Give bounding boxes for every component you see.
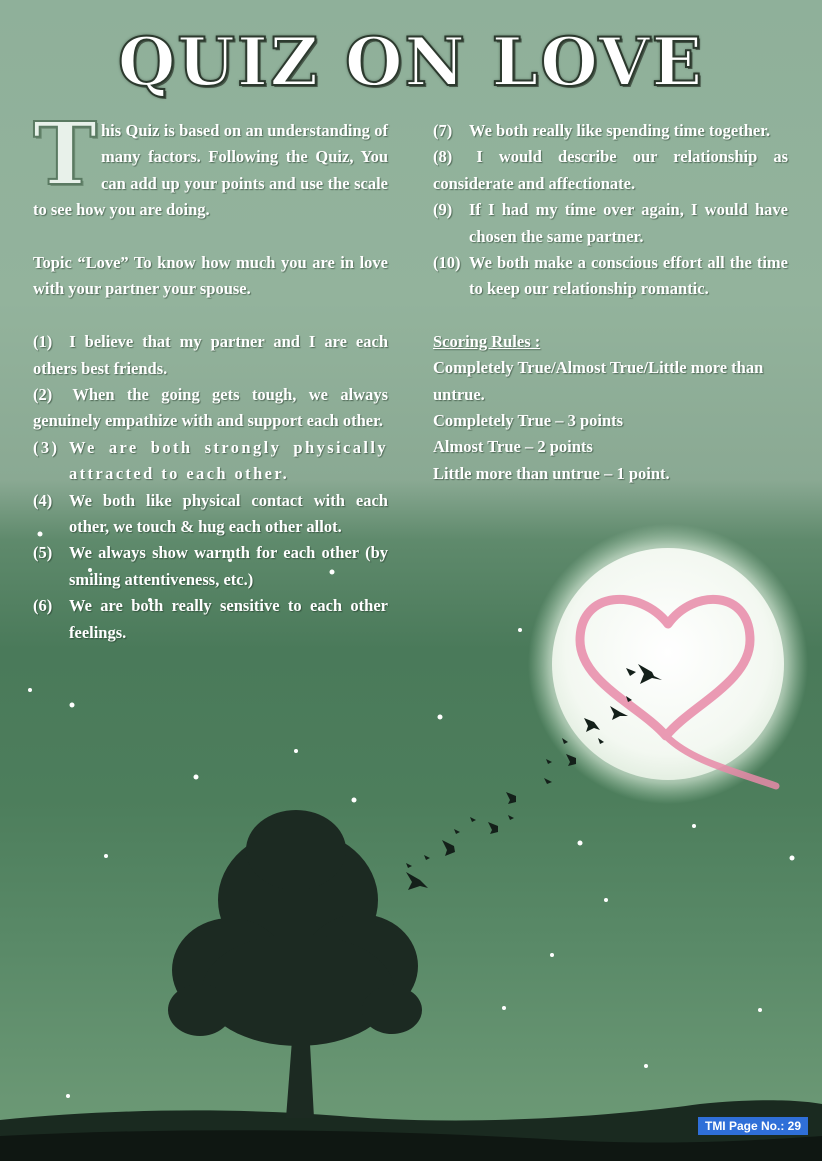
question-number: (8) (433, 147, 453, 167)
question-text: We are both really sensitive to each other feelings. (69, 596, 388, 642)
left-column (33, 104, 389, 646)
question-text: We both really like spending time together. (469, 121, 771, 140)
question-item (433, 250, 788, 303)
page-number-badge: TMI Page No.: 29 (698, 1117, 808, 1135)
question-item (33, 329, 388, 382)
right-column (433, 118, 788, 487)
question-item (433, 118, 788, 144)
question-text: I would describe our relationship as considerate and affectionate. (433, 147, 789, 193)
scoring-options: Completely True/Almost True/Little more than untrue. (433, 358, 764, 404)
question-text: We both like physical contact with each other, we touch & hug each other allot. (69, 490, 388, 537)
dropcap-letter: T (33, 104, 97, 205)
question-number: (1) (33, 332, 53, 352)
intro-paragraph (33, 104, 388, 224)
question-number: (3) (33, 437, 60, 457)
question-number: (5) (33, 543, 53, 563)
question-item (33, 488, 388, 541)
intro-text: his Quiz is based on an understanding of many factors. Following the Quiz, You can add up your points and use the scale to see how you are doing. (33, 121, 388, 220)
question-text: If I had my time over again, I would have chosen the same partner. (469, 200, 788, 246)
question-number: (6) (33, 596, 53, 616)
tree-icon (168, 810, 422, 1118)
page-title: QUIZ ON LOVE (117, 23, 705, 101)
scoring-heading: Scoring Rules : (433, 331, 541, 351)
scoring-rule: Almost True – 2 points (433, 437, 593, 457)
question-item (33, 382, 388, 435)
question-text: We both make a conscious effort all the time to keep our relationship romantic. (469, 253, 788, 299)
scoring-rule: Completely True – 3 points (433, 411, 624, 431)
question-number: (2) (33, 385, 53, 405)
question-number: (9) (433, 200, 453, 220)
question-number: (10) (433, 253, 461, 273)
question-text: I believe that my partner and I are each others best friends. (33, 332, 389, 378)
question-item (33, 435, 388, 488)
question-item (433, 197, 788, 250)
question-item (433, 144, 788, 197)
question-number: (4) (33, 490, 53, 510)
question-item (33, 593, 388, 646)
question-text: We always show warmth for each other (by smiling attentiveness, etc.) (69, 543, 388, 589)
topic-paragraph: Topic “Love” To know how much you are in love with your partner your spouse. (33, 253, 388, 299)
question-text: When the going gets tough, we always genuinely empathize with and support each other. (33, 385, 388, 431)
question-item (33, 540, 388, 593)
scoring-rule: Little more than untrue – 1 point. (433, 463, 670, 483)
question-text: We are both strongly physically attracted to each other. (69, 437, 388, 484)
question-number: (7) (433, 121, 453, 140)
